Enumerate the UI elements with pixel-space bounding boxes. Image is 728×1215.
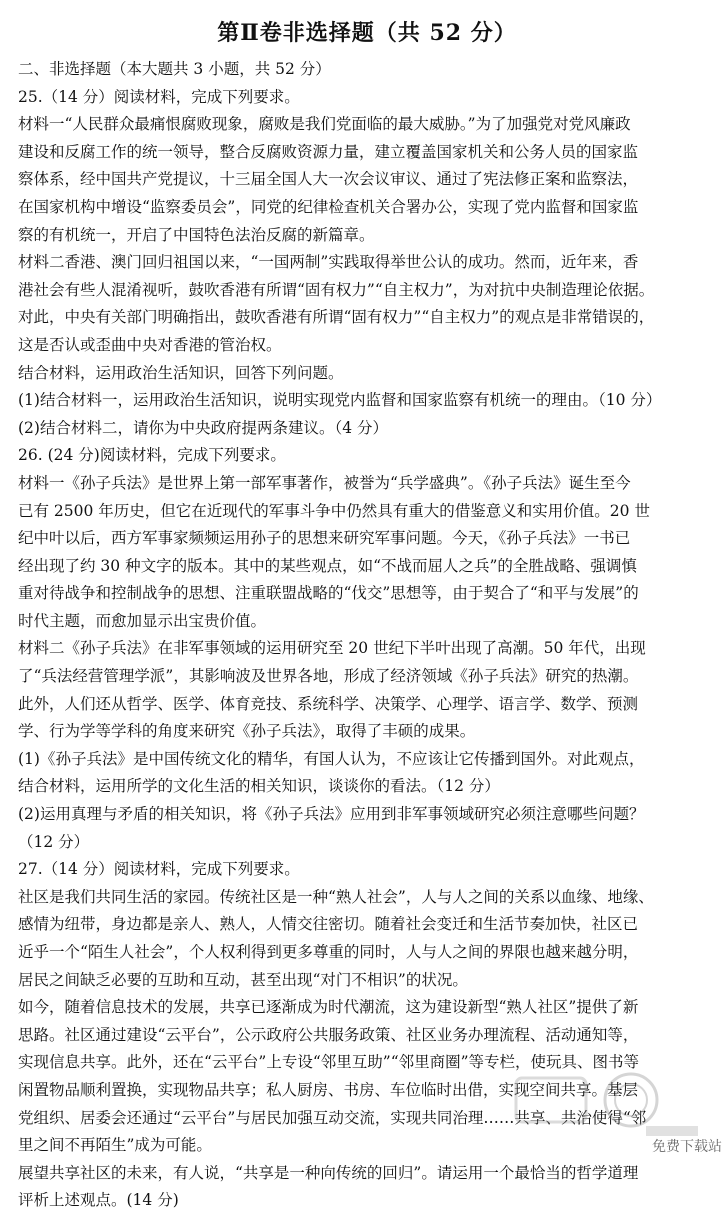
text-line: 港社会有些人混淆视听，鼓吹香港有所谓“固有权力”“自主权力”，为对抗中央制造理论依据。 <box>18 280 655 299</box>
text-line: 建设和反腐工作的统一领导，整合反腐败资源力量，建立覆盖国家机关和公务人员的国家监 <box>18 142 639 161</box>
text-line: 闲置物品顺利置换，实现物品共享；私人厨房、书房、车位临时出借，实现空间共享。基层 <box>18 1080 639 1099</box>
section-title: 第Ⅱ卷非选择题（共 52 分） <box>217 20 517 46</box>
text-line: 察体系，经中国共产党提议，十三届全国人大一次会议审议、通过了宪法修正案和监察法， <box>18 170 639 189</box>
text-line: 结合材料，运用所学的文化生活的相关知识，谈谈你的看法。（12 分） <box>18 777 500 796</box>
text-line: 纪中叶以后，西方军事家频频运用孙子的思想来研究军事问题。今天，《孙子兵法》一书已 <box>18 529 631 548</box>
text-line: 时代主题，而愈加显示出宝贵价值。 <box>18 611 267 630</box>
text-line: 经出现了约 30 种文字的版本。其中的某些观点，如“不战而屈人之兵”的全胜战略、强调慎 <box>18 556 637 575</box>
text-line: 材料一“人民群众最痛恨腐败现象，腐败是我们党面临的最大威胁。”为了加强党对党风廉政 <box>18 115 631 134</box>
question-body <box>18 56 716 1215</box>
text-line: 材料二《孙子兵法》在非军事领域的运用研究至 20 世纪下半叶出现了高潮。50 年代，出现 <box>18 639 646 658</box>
text-line: 25.（14 分）阅读材料，完成下列要求。 <box>18 87 300 106</box>
text-line: 结合材料，运用政治生活知识，回答下列问题。 <box>18 363 344 382</box>
text-line: 材料一《孙子兵法》是世界上第一部军事著作，被誉为“兵学盛典”。《孙子兵法》诞生至今 <box>18 473 631 492</box>
text-line: 这是否认或歪曲中央对香港的管治权。 <box>18 335 282 354</box>
text-line: 社区是我们共同生活的家园。传统社区是一种“熟人社会”，人与人之间的关系以血缘、地缘、 <box>18 887 654 906</box>
text-line: 材料二香港、澳门回归祖国以来，“一国两制”实践取得举世公认的成功。然而，近年来，香 <box>18 253 639 272</box>
text-line: (2)结合材料二，请你为中央政府提两条建议。（4 分） <box>18 418 388 437</box>
text-line: 对此，中央有关部门明确指出，鼓吹香港有所谓“固有权力”“自主权力”的观点是非常错误的， <box>18 308 655 327</box>
text-line: 了“兵法经营管理学派”，其影响波及世界各地，形成了经济领域《孙子兵法》研究的热潮。 <box>18 667 639 686</box>
text-line: 此外，人们还从哲学、医学、体育竞技、系统科学、决策学、心理学、语言学、数学、预测 <box>18 694 639 713</box>
text-line: 居民之间缺乏必要的互助和互动，甚至出现“对门不相识”的状况。 <box>18 970 468 989</box>
text-line: 26. (24 分)阅读材料，完成下列要求。 <box>18 446 286 465</box>
text-line: 在国家机构中增设“监察委员会”，同党的纪律检查机关合署办公，实现了党内监督和国家监 <box>18 197 639 216</box>
text-line: 展望共享社区的未来，有人说，“共享是一种向传统的回归”。请运用一个最恰当的哲学道理 <box>18 1163 639 1182</box>
text-line: 如今，随着信息技术的发展，共享已逐渐成为时代潮流，这为建设新型“熟人社区”提供了新 <box>18 998 639 1017</box>
text-line: 27.（14 分）阅读材料，完成下列要求。 <box>18 860 300 879</box>
text-line: 党组织、居委会还通过“云平台”与居民加强互动交流，实现共同治理……共享、共治使得“邻 <box>18 1108 647 1127</box>
text-line: 评析上述观点。(14 分) <box>18 1191 179 1210</box>
text-line: 重对待战争和控制战争的思想、注重联盟战略的“伐交”思想等，由于契合了“和平与发展”的 <box>18 584 639 603</box>
text-line: 思路。社区通过建设“云平台”，公示政府公共服务政策、社区业务办理流程、活动通知等， <box>18 1025 639 1044</box>
text-line: 学、行为学等学科的角度来研究《孙子兵法》，取得了丰硕的成果。 <box>18 722 476 741</box>
text-line: (1)结合材料一，运用政治生活知识，说明实现党内监督和国家监察有机统一的理由。（10 分） <box>18 391 662 410</box>
text-line: 近乎一个“陌生人社会”，个人权利得到更多尊重的同时，人与人之间的界限也越来越分明， <box>18 943 639 961</box>
text-line: 感情为纽带，身边都是亲人、熟人，人情交往密切。随着社会变迁和生活节奏加快，社区已 <box>18 915 639 934</box>
text-line: 实现信息共享。此外，还在“云平台”上专设“邻里互助”“邻里商圈”等专栏，使玩具、图书等 <box>18 1053 640 1072</box>
text-line: (2)运用真理与矛盾的相关知识，将《孙子兵法》应用到非军事领域研究必须注意哪些问题？ <box>18 805 645 824</box>
text-line: 察的有机统一，开启了中国特色法治反腐的新篇章。 <box>18 225 375 244</box>
watermark-text: 免费下载站 <box>652 1139 722 1155</box>
text-line: (1)《孙子兵法》是中国传统文化的精华，有国人认为，不应该让它传播到国外。对此观点， <box>18 749 645 768</box>
text-line: 已有 2500 年历史，但它在近现代的军事斗争中仍然具有重大的借鉴意义和实用价值。20 世 <box>18 501 650 520</box>
text-line: 二、非选择题（本大题共 3 小题，共 52 分） <box>18 60 331 78</box>
text-line: 里之间不再陌生”成为可能。 <box>18 1136 212 1155</box>
text-line: （12 分） <box>18 832 90 851</box>
